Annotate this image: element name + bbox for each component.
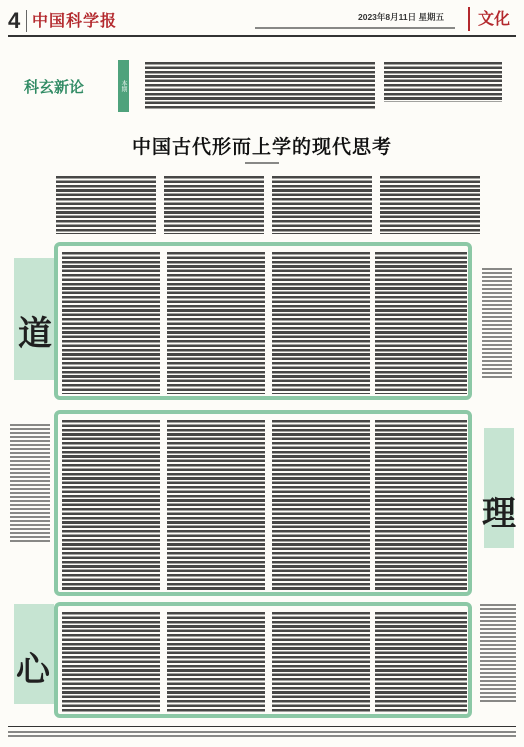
footer-rule (8, 726, 516, 727)
frame3-col-3 (272, 612, 370, 712)
body-col-2 (164, 176, 264, 234)
section-label: 文化 (468, 7, 518, 31)
column-badge: 本期 (118, 60, 129, 112)
frame1-col-2 (167, 252, 265, 394)
body-col-3 (272, 176, 372, 234)
frame3-col-4 (375, 612, 467, 712)
masthead-rule (8, 35, 516, 37)
footer-info (8, 731, 516, 739)
masthead-info (255, 27, 455, 31)
column-logo (24, 76, 84, 97)
frame1-col-4 (375, 252, 467, 394)
frame2-col-2 (167, 420, 265, 590)
intro-text (145, 62, 375, 110)
page-number: 4 (8, 8, 21, 33)
intro-text-right (384, 62, 502, 102)
issue-date: 2023年8月11日 星期五 (358, 12, 444, 22)
frame1-col-1 (62, 252, 160, 394)
pull-quote-bottom (480, 604, 516, 704)
masthead-divider (26, 10, 27, 32)
sidebar-char-dao: 道 (18, 314, 52, 354)
pull-quote-right (482, 268, 512, 378)
pull-quote-left (10, 424, 50, 544)
sidebar-char-xin: 心 (16, 650, 50, 690)
column-name: 科玄新论 (24, 80, 85, 96)
frame2-col-4 (375, 420, 467, 590)
frame2-col-1 (62, 420, 160, 590)
body-col-1 (56, 176, 156, 234)
byline (245, 162, 279, 166)
paper-name: 中国科学报 (32, 11, 118, 30)
frame2-col-3 (272, 420, 370, 590)
frame3-col-2 (167, 612, 265, 712)
frame3-col-1 (62, 612, 160, 712)
article-title: 中国古代形而上学的现代思考 (131, 136, 392, 158)
body-col-4 (380, 176, 480, 234)
frame1-col-3 (272, 252, 370, 394)
sidebar-char-li: 理 (482, 494, 516, 534)
